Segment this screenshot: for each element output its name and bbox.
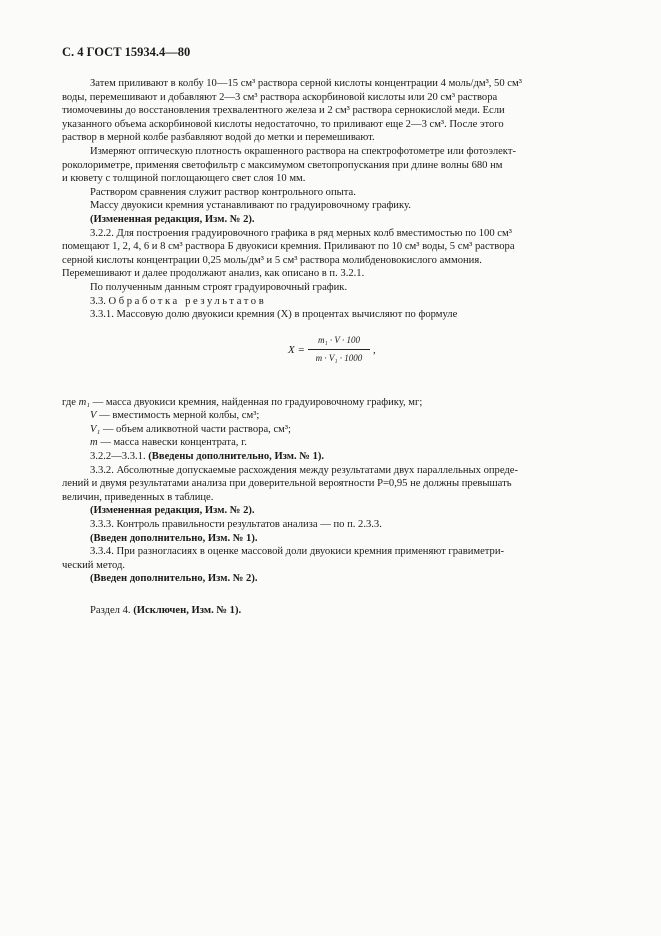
paragraph-line: помещают 1, 2, 4, 6 и 8 см³ раствора Б двуокиси кремния. Приливают по 10 см³ воды, 5 см³ раствора [62, 241, 515, 253]
section-4-note [90, 604, 598, 618]
paragraph-line [90, 450, 598, 464]
where-lead: где [62, 396, 76, 408]
formula-comma: , [373, 343, 376, 356]
section-heading [90, 295, 598, 309]
where-text: — объем аликвотной части раствора, см³; [102, 423, 291, 435]
paragraph-line: Измеряют оптическую плотность окрашенного раствора на спектрофотометре или фотоэлект- [90, 145, 516, 157]
where-text: — вместимость мерной колбы, см³; [99, 410, 260, 422]
where-symbol: V₁ [90, 423, 101, 435]
where-text: — масса навески концентрата, г. [100, 437, 247, 449]
where-item [62, 436, 598, 450]
paragraph-line: 3.2.2. Для построения градуировочного графика в ряд мерных колб вместимостью по 100 см³ [90, 227, 512, 239]
paragraph-line: величин, приведенных в таблице. [62, 491, 214, 503]
where-item [62, 409, 598, 423]
where-symbol: V [90, 410, 97, 422]
amendment-note: (Измененная редакция, Изм. № 2). [90, 213, 255, 225]
where-text: — масса двуокиси кремния, найденная по градуировочному графику, мг; [92, 396, 423, 408]
amendment-note: (Введен дополнительно, Изм. № 1). [90, 532, 258, 544]
paragraph-line: По полученным данным строят градуировочный график. [90, 281, 348, 293]
section-title: Обработка результатов [108, 295, 267, 307]
formula-fraction [308, 334, 370, 366]
formula-lhs: X = [288, 343, 305, 356]
paragraph-line: тиомочевины до восстановления трехвалентного железа и 2 см³ раствора сернокислой меди. Если [62, 105, 505, 117]
amendment-note: (Исключен, Изм. № 1). [133, 605, 242, 616]
paragraph-line: Массу двуокиси кремния устанавливают по градуировочному графику. [90, 200, 411, 212]
paragraph-line: серной кислоты концентрации 0,25 моль/дм³ и 5 см³ раствора молибденовокислого аммония. [62, 254, 482, 266]
where-symbol: m [90, 437, 98, 449]
clause-range: 3.2.2—3.3.1. [90, 451, 149, 463]
paragraph-line: ческий метод. [62, 559, 126, 571]
where-list [62, 396, 598, 450]
paragraph-line: и кювету с толщиной поглощающего свет слоя 10 мм. [62, 173, 306, 185]
paragraph-line: Перемешивают и далее продолжают анализ, как описано в п. 3.2.1. [62, 268, 365, 280]
where-item [62, 423, 598, 437]
paragraph-line: Раствором сравнения служит раствор контрольного опыта. [90, 186, 356, 198]
amendment-note: (Введен дополнительно, Изм. № 2). [90, 573, 258, 585]
paragraph-line: указанного объема аскорбиновой кислоты недостаточно, то приливают еще 2—3 см³. После этого [62, 118, 504, 130]
paragraph-line: роколориметре, применяя светофильтр с максимумом светопропускания при длине волны 680 нм [62, 159, 503, 171]
section-number: 3.3. [90, 295, 106, 307]
page-header: С. 4 ГОСТ 15934.4—80 [62, 45, 191, 59]
document-body [62, 77, 598, 618]
paragraph-line: воды, перемешивают и добавляют 2—3 см³ раствора аскорбиновой кислоты или 20 см³ раствора [62, 91, 498, 103]
amendment-note: (Измененная редакция, Изм. № 2). [90, 505, 255, 517]
formula-denominator: m · V₁ · 1000 [315, 353, 363, 364]
paragraph-line: 3.3.2. Абсолютные допускаемые расхождения между результатами двух параллельных опреде- [90, 464, 519, 476]
paragraph-line: лений и двумя результатами анализа при доверительной вероятности P=0,95 не должны превышать [62, 478, 512, 490]
paragraph-line: 3.3.3. Контроль правильности результатов анализа — по п. 2.3.3. [90, 519, 382, 531]
paragraph-line: 3.3.4. При разногласиях в оценке массовой доли двуокиси кремния применяют гравиметри- [90, 546, 505, 558]
section-4-lead: Раздел 4. [90, 605, 134, 616]
formula-numerator: m₁ · V · 100 [308, 334, 370, 351]
where-item [62, 396, 598, 410]
where-symbol: m₁ [78, 396, 90, 408]
paragraph-line: 3.3.1. Массовую долю двуокиси кремния (X) в процентах вычисляют по формуле [90, 309, 458, 321]
amendment-note: (Введены дополнительно, Изм. № 1). [148, 451, 325, 463]
paragraph-line: раствор в мерной колбе разбавляют водой до метки и перемешивают. [62, 132, 375, 144]
formula [90, 332, 598, 380]
paragraph-line: Затем приливают в колбу 10—15 см³ раствора серной кислоты концентрации 4 моль/дм³, 50 см³ [90, 78, 522, 89]
